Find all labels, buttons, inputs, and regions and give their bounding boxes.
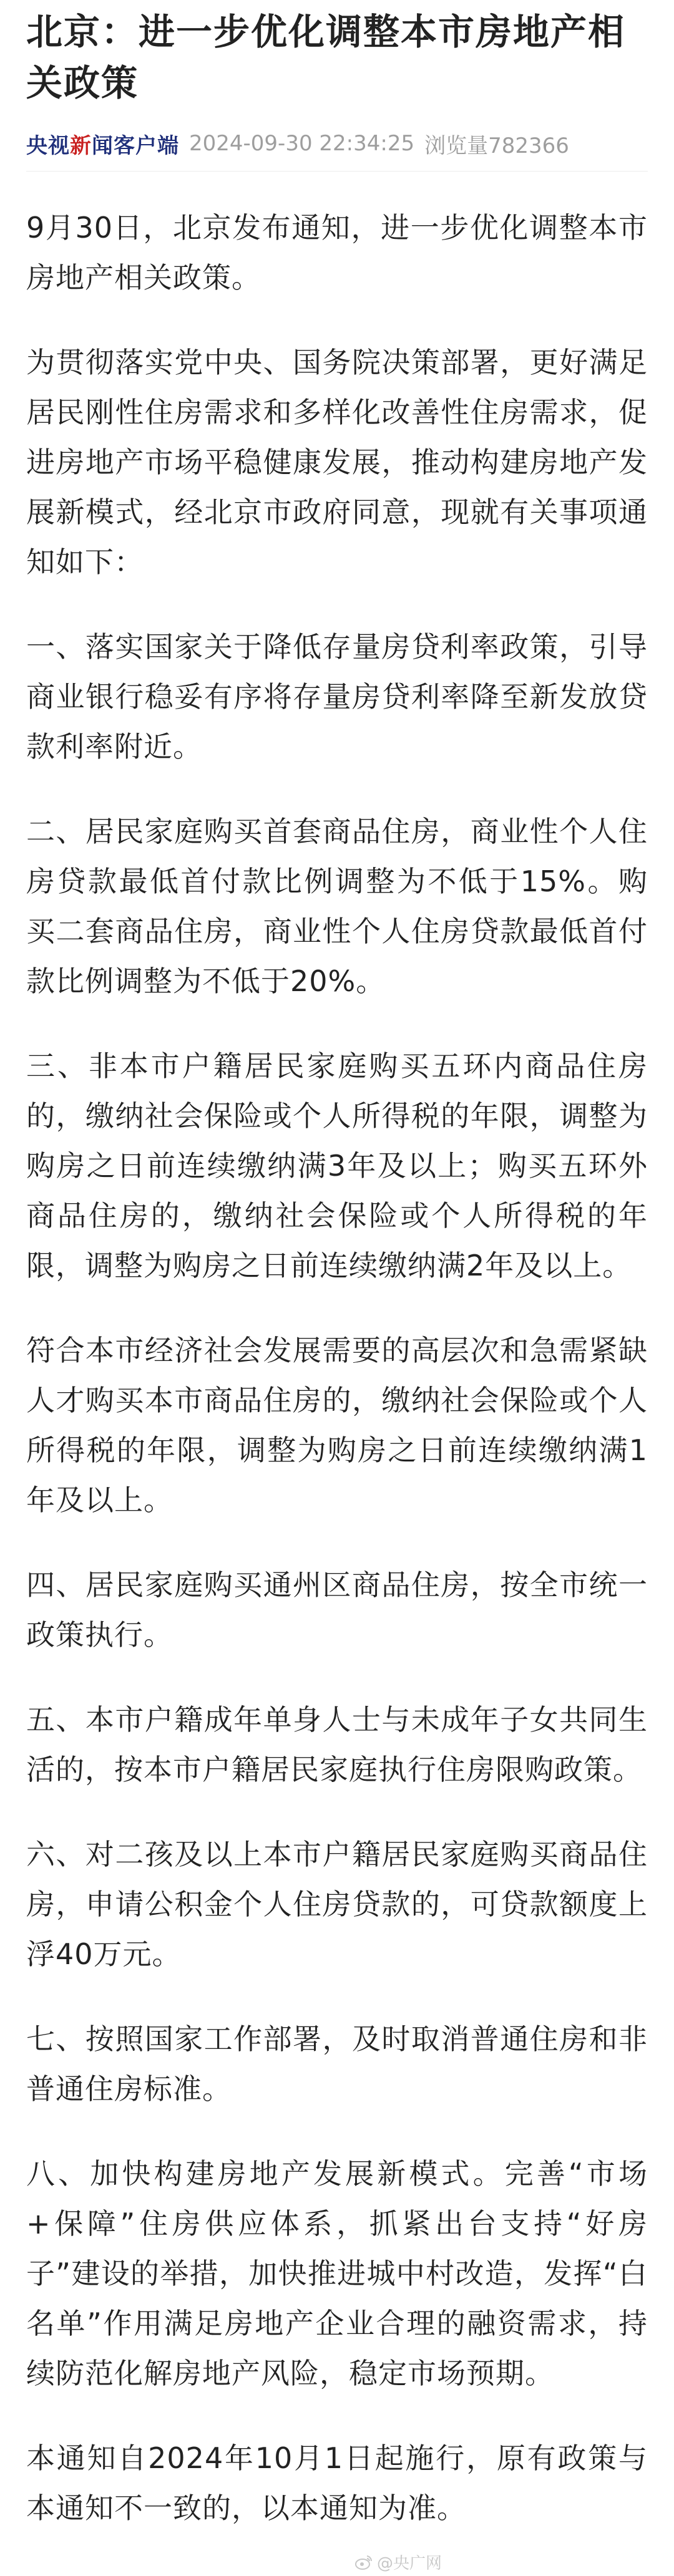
- meta-divider: [26, 171, 648, 172]
- article-meta: [26, 125, 648, 162]
- source-accent: 新: [70, 133, 92, 158]
- paragraph: 本通知自2024年10月1日起施行，原有政策与本通知不一致的，以本通知为准。: [26, 2441, 648, 2525]
- paragraph: 五、本市户籍成年单身人士与未成年子女共同生活的，按本市户籍居民家庭执行住房限购政策。: [26, 1703, 648, 1786]
- paragraph: 四、居民家庭购买通州区商品住房，按全市统一政策执行。: [26, 1568, 648, 1652]
- paragraph: 一、落实国家关于降低存量房贷利率政策，引导商业银行稳妥有序将存量房贷利率降至新发放贷款利率附近。: [26, 630, 648, 763]
- publish-timestamp: 2024-09-30 22:34:25: [189, 131, 415, 156]
- paragraph: 八、加快构建房地产发展新模式。完善“市场+保障”住房供应体系，抓紧出台支持“好房子”建设的举措，加快推进城中村改造，发挥“白名单”作用满足房地产企业合理的融资需求，持续防范化解房地产风险，稳定市场预期。: [26, 2157, 648, 2390]
- source-suffix: 闻客户端: [92, 133, 179, 158]
- watermark: [354, 2550, 442, 2574]
- paragraph: 为贯彻落实党中央、国务院决策部署，更好满足居民刚性住房需求和多样化改善性住房需求，促进房地产市场平稳健康发展，推动构建房地产发展新模式，经北京市政府同意，现就有关事项通知如下：: [26, 346, 648, 579]
- source-prefix: 央视: [26, 133, 70, 158]
- paragraph: 三、非本市户籍居民家庭购买五环内商品住房的，缴纳社会保险或个人所得税的年限，调整为购房之日前连续缴纳满3年及以上；购买五环外商品住房的，缴纳社会保险或个人所得税的年限，调整为购房之日前连续缴纳满2年及以上。: [26, 1049, 648, 1282]
- paragraph: 符合本市经济社会发展需要的高层次和急需紧缺人才购买本市商品住房的，缴纳社会保险或个人所得税的年限，调整为购房之日前连续缴纳满1年及以上。: [26, 1334, 648, 1517]
- paragraph: 9月30日，北京发布通知，进一步优化调整本市房地产相关政策。: [26, 211, 648, 294]
- paragraph: 六、对二孩及以上本市户籍居民家庭购买商品住房，申请公积金个人住房贷款的，可贷款额度上浮40万元。: [26, 1838, 648, 1971]
- watermark-text: @央广网: [376, 2554, 442, 2573]
- source-name[interactable]: [26, 128, 179, 159]
- paragraph: 二、居民家庭购买首套商品住房，商业性个人住房贷款最低首付款比例调整为不低于15%。购买二套商品住房，商业性个人住房贷款最低首付款比例调整为不低于20%。: [26, 815, 648, 998]
- page-title: 北京：进一步优化调整本市房地产相关政策: [26, 11, 626, 104]
- weibo-icon: [354, 2553, 373, 2572]
- paragraph: 七、按照国家工作部署，及时取消普通住房和非普通住房标准。: [26, 2022, 648, 2106]
- view-count: 浏览量782366: [424, 133, 569, 158]
- article-body: [26, 203, 648, 2533]
